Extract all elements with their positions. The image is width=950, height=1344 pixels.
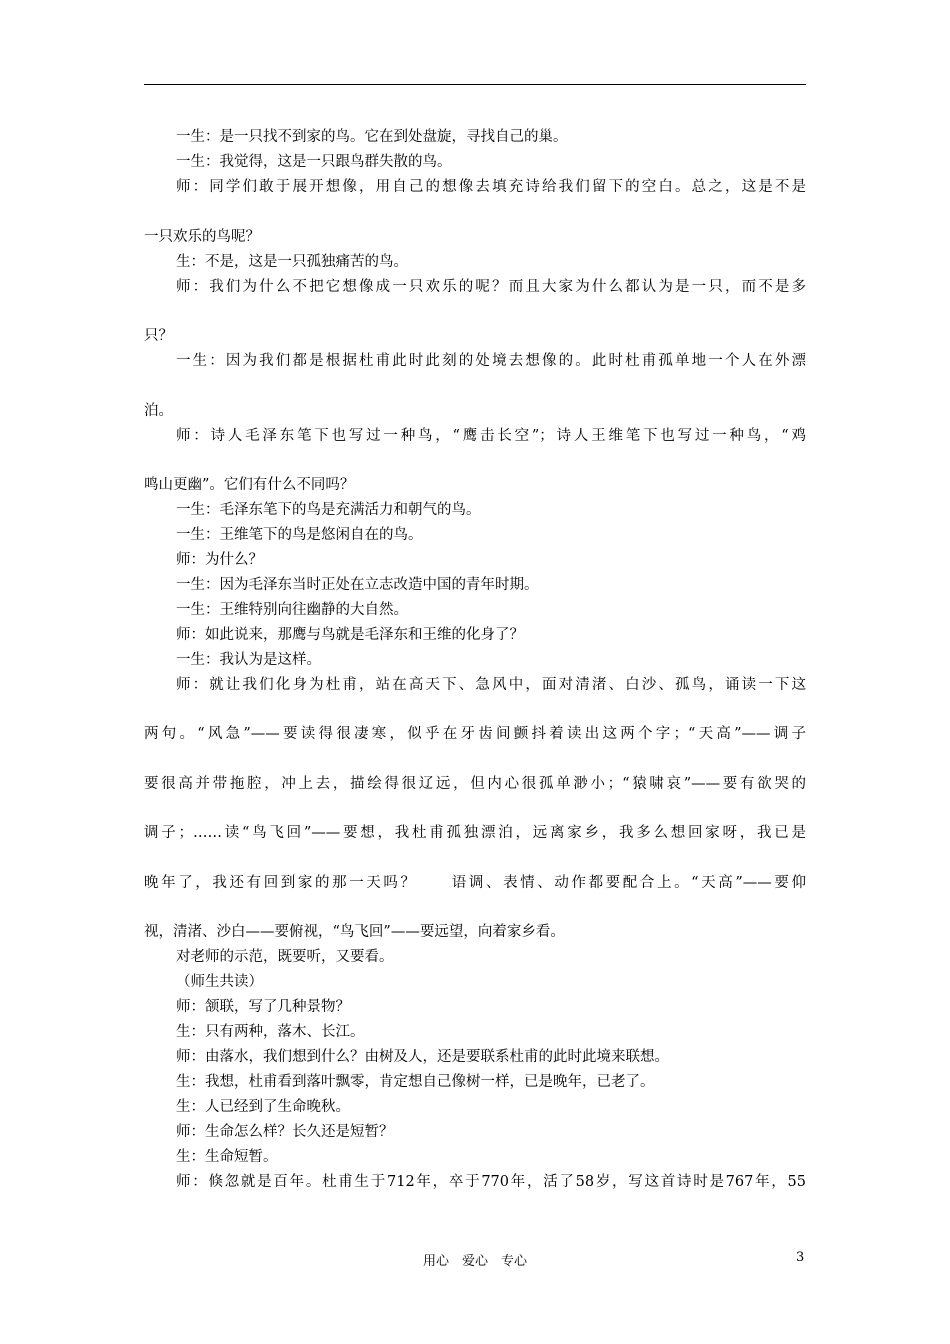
text-line: 对老师的示范，既要听，又要看。 — [176, 949, 394, 965]
header-rule — [144, 84, 806, 85]
text-line: 师：倏忽就是百年。杜甫生于712年，卒于770年，活了58岁，写这首诗时是767年，55 — [176, 1174, 806, 1190]
text-line: 两句。“风急”——要读得很凄寒，似乎在牙齿间颤抖着读出这两个字；“天高”——调子 — [144, 726, 806, 742]
text-line: 一生：王维笔下的鸟是悠闲自在的鸟。 — [176, 527, 423, 543]
text-line: 视，清渚、沙白——要俯视，“鸟飞回”——要远望，向着家乡看。 — [144, 924, 565, 940]
text-line: 要很高并带拖腔，冲上去，描绘得很辽远，但内心很孤单渺小；“猿啸哀”——要有欲哭的 — [144, 776, 806, 792]
text-line: 一生：我认为是这样。 — [176, 652, 321, 668]
footer-motto: 用心 爱心 专心 — [422, 1254, 527, 1269]
text-line: 生：只有两种，落木、长江。 — [176, 1024, 365, 1040]
page-number: 3 — [796, 1250, 805, 1265]
text-line: 鸣山更幽”。它们有什么不同吗？ — [144, 477, 355, 493]
text-line: 师：同学们敢于展开想像，用自己的想像去填充诗给我们留下的空白。总之，这是不是 — [176, 179, 806, 195]
text-line: 生：我想，杜甫看到落叶飘零，肯定想自己像树一样，已是晚年，已老了。 — [176, 1074, 655, 1090]
text-line: 一只欢乐的鸟呢？ — [144, 229, 260, 245]
text-line: 只？ — [144, 328, 173, 344]
text-line: 一生：毛泽东笔下的鸟是充满活力和朝气的鸟。 — [176, 502, 481, 518]
text-line: 师：我们为什么不把它想像成一只欢乐的呢？而且大家为什么都认为是一只，而不是多 — [176, 279, 806, 295]
text-line: 一生：是一只找不到家的鸟。它在到处盘旋，寻找自己的巢。 — [176, 129, 568, 145]
text-line: 生：人已经到了生命晚秋。 — [176, 1099, 350, 1115]
text-line: 泊。 — [144, 403, 173, 419]
text-line: 生：生命短暂。 — [176, 1149, 278, 1165]
text-line: 一生：王维特别向往幽静的大自然。 — [176, 602, 408, 618]
text-line: 一生：因为我们都是根据杜甫此时此刻的处境去想像的。此时杜甫孤单地一个人在外漂 — [176, 353, 806, 369]
text-line: 生：不是，这是一只孤独痛苦的鸟。 — [176, 254, 408, 270]
text-line: 师：就让我们化身为杜甫，站在高天下、急风中，面对清渚、白沙、孤鸟，诵读一下这 — [176, 677, 806, 693]
text-line: 师：颔联，写了几种景物？ — [176, 999, 350, 1015]
text-line: （师生共读） — [176, 974, 263, 990]
text-line: 调子；……读“鸟飞回”——要想，我杜甫孤独漂泊，远离家乡，我多么想回家呀，我已是 — [144, 825, 806, 841]
text-line: 师：由落水，我们想到什么？由树及人，还是要联系杜甫的此时此境来联想。 — [176, 1049, 669, 1065]
text-line: 师：为什么？ — [176, 552, 263, 568]
text-line: 师：如此说来，那鹰与鸟就是毛泽东和王维的化身了？ — [176, 627, 524, 643]
text-line: 晚年了，我还有回到家的那一天吗？ 语调、表情、动作都要配合上。“天高”——要仰 — [144, 875, 806, 891]
text-line: 一生：因为毛泽东当时正处在立志改造中国的青年时期。 — [176, 577, 539, 593]
text-line: 师：诗人毛泽东笔下也写过一种鸟，“鹰击长空”；诗人王维笔下也写过一种鸟，“鸡 — [176, 428, 806, 444]
text-line: 师：生命怎么样？长久还是短暂？ — [176, 1124, 394, 1140]
text-line: 一生：我觉得，这是一只跟鸟群失散的鸟。 — [176, 154, 452, 170]
